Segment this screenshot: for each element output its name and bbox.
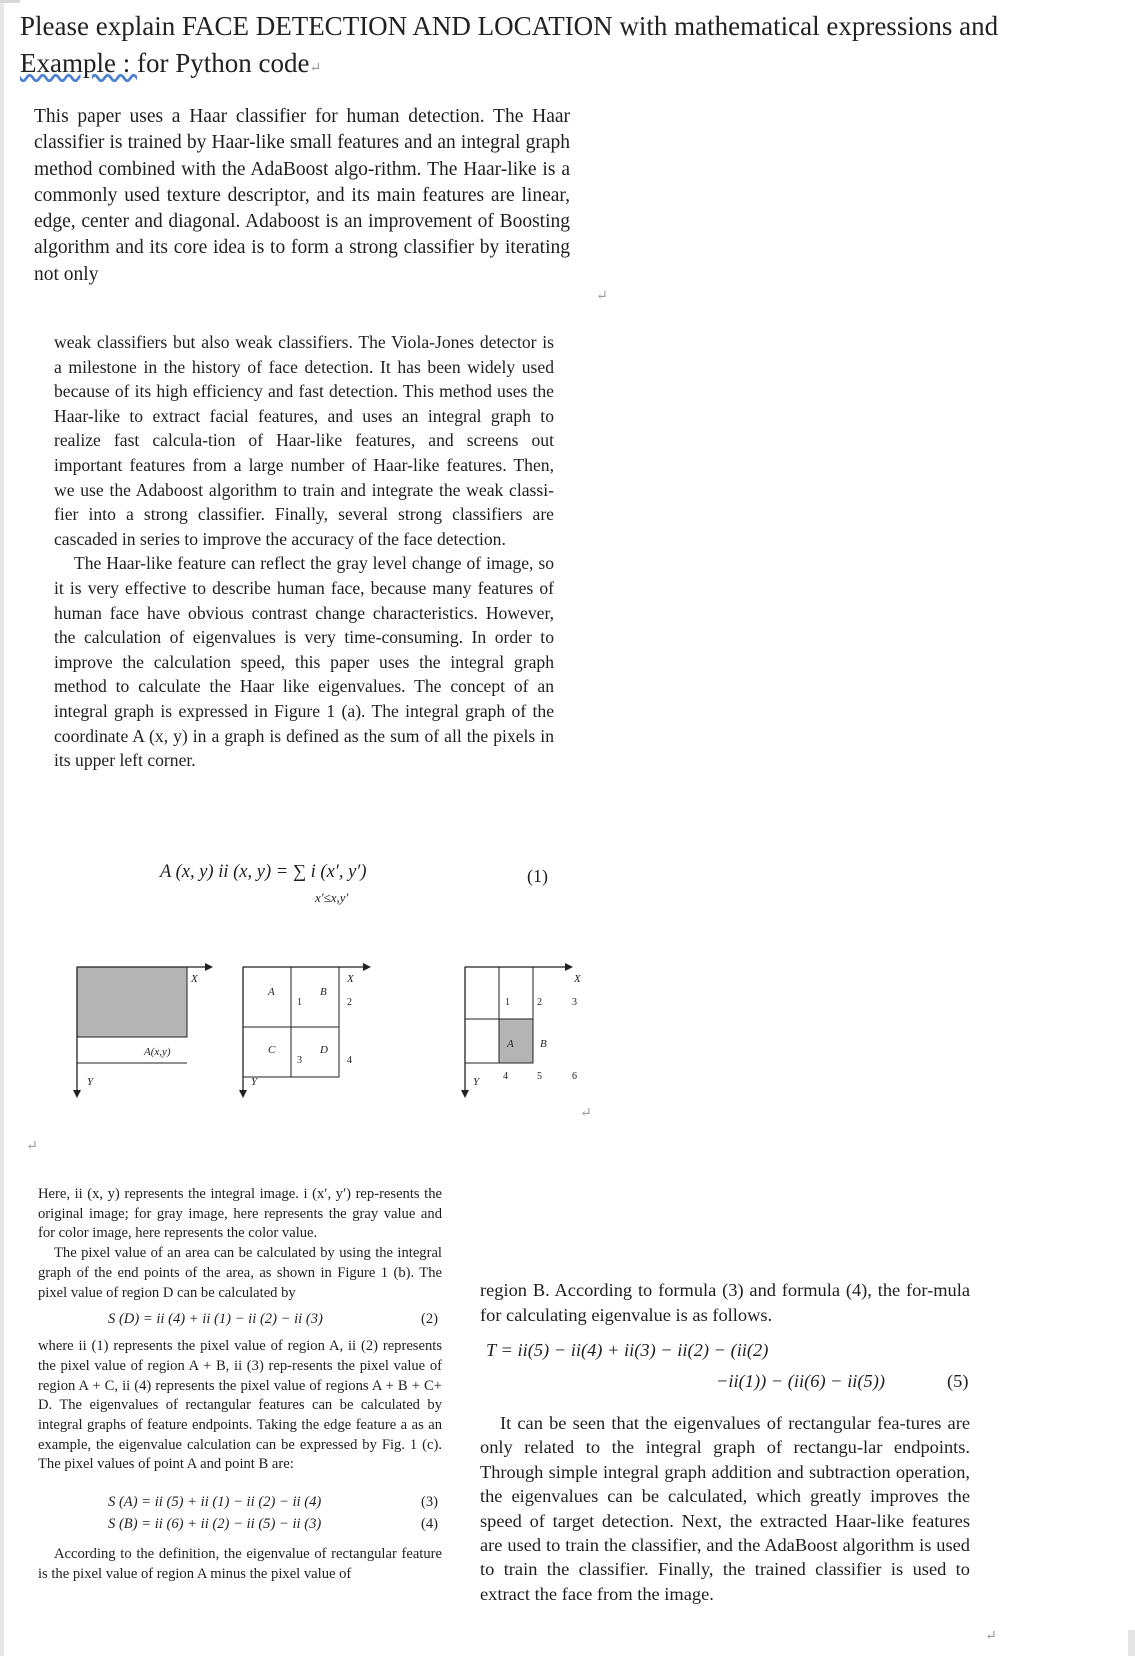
figure-1b-x-label: X <box>347 973 354 985</box>
figure-1c-cell-b: B <box>540 1038 547 1050</box>
figure-1a-point-label: A(x,y) <box>144 1046 171 1058</box>
body-column-right <box>480 1278 970 1327</box>
paragraph-conclusion <box>480 1411 970 1606</box>
title-line-1: Please explain FACE DETECTION AND LOCATION with mathematical expressions and <box>20 11 999 41</box>
figure-1b-num-1: 1 <box>297 997 302 1008</box>
figure-1b-num-2: 2 <box>347 997 352 1008</box>
return-mark-icon: ↵ <box>309 61 322 76</box>
figure-1c-num-6: 6 <box>572 1071 577 1082</box>
return-mark-icon: ↵ <box>596 289 608 304</box>
equation-2-number: (2) <box>421 1311 439 1328</box>
body-column-1 <box>54 330 554 773</box>
figure-1b-cell-a: A <box>268 986 275 998</box>
paragraph-region-b: region B. According to formula (3) and formula (4), the for-mula for calculating eigenvalue is as follows. <box>480 1280 970 1325</box>
figure-1c-cell-a: A <box>507 1038 514 1050</box>
return-mark-icon: ↵ <box>985 1629 997 1644</box>
title-python-label: for Python code <box>136 48 310 78</box>
figure-1b-num-4: 4 <box>347 1055 352 1066</box>
equation-3-number: (3) <box>421 1494 439 1511</box>
paragraph-pixel-value: The pixel value of an area can be calculated by using the integral graph of the end points of the area, as shown in Figure 1 (b). The pixel value of region D can be calculated by <box>38 1245 442 1301</box>
title-example-label: Example : <box>20 48 137 78</box>
figure-1c-num-3: 3 <box>572 997 577 1008</box>
figure-1b <box>239 963 371 1098</box>
figure-1c <box>461 963 582 1098</box>
figure-1c-num-5: 5 <box>537 1071 542 1082</box>
body-column-left <box>38 1185 442 1585</box>
paragraph-eigenvalues: It can be seen that the eigenvalues of rectangular fea-tures are only related to the integral graph of rectangu-lar endpoints. Through simple integral graph addition and subtraction operation, the eigenvalues can be calculated, which greatly improves the speed of target detection. Next, the extracted Haar-like features are used to train the classifier, and the AdaBoost algorithm is used to train the classifier. Finally, the trained classifier is used to extract the face from the image. <box>480 1413 970 1604</box>
equation-5-line-1: T = ii(5) − ii(4) + ii(3) − ii(2) − (ii(2) <box>486 1340 769 1360</box>
figure-1b-cell-c: C <box>268 1044 276 1056</box>
figure-1b-y-label: Y <box>251 1076 258 1088</box>
paragraph-definition: According to the definition, the eigenvalue of rectangular feature is the pixel value of region A minus the pixel value of <box>38 1546 442 1582</box>
figure-1c-num-1: 1 <box>505 997 510 1008</box>
equation-4: S (B) = ii (6) + ii (2) − ii (5) − ii (3) <box>108 1516 322 1533</box>
figure-1b-cell-d: D <box>320 1044 328 1056</box>
title-line-2 <box>20 45 1120 87</box>
figure-1c-num-2: 2 <box>537 997 542 1008</box>
figure-1-integral-graph <box>60 955 581 1105</box>
figure-1a-x-label: X <box>191 973 198 985</box>
paragraph-integral-image: Here, ii (x, y) represents the integral image. i (x′, y′) rep-resents the original image; for gray image, here represents the gray value and for color image, here represents the color value. <box>38 1186 442 1242</box>
page-edge-bottom-right <box>1128 1630 1135 1656</box>
paragraph-haar-like: The Haar-like feature can reflect the gray level change of image, so it is very effective to describe human face, because many features of human face have obvious contrast change characteristics. However, the calculation of eigenvalues is very time-consuming. In order to improve the calculation speed, this paper uses the integral graph method to calculate the Haar like eigenvalues. The concept of an integral graph is expressed in Figure 1 (a). The integral graph of the coordinate A (x, y) in a graph is defined as the sum of all the pixels in its upper left corner. <box>54 553 554 771</box>
equation-1-subscript: x′≤x,y′ <box>315 890 349 905</box>
equation-3: S (A) = ii (5) + ii (1) − ii (2) − ii (4) <box>108 1494 322 1511</box>
equation-1 <box>160 862 367 905</box>
return-mark-icon: ↵ <box>26 1139 38 1154</box>
page-edge-left <box>0 0 4 1656</box>
equation-5-line-2: −ii(1)) − (ii(6) − ii(5)) <box>716 1371 885 1391</box>
intro-paragraph: This paper uses a Haar classifier for human detection. The Haar classifier is trained by Haar-like small features and an integral graph method combined with the AdaBoost algo-rithm. The Haar-like is a commonly used texture descriptor, and its main features are linear, edge, center and diagonal. Adaboost is an improvement of Boosting algorithm and its core idea is to form a strong classifier by iterating not only <box>34 106 570 285</box>
equation-2-row <box>38 1303 442 1337</box>
equation-1-expression: A (x, y) ii (x, y) = ∑ i (x′, y′) <box>160 862 367 882</box>
equation-1-number: (1) <box>527 866 548 886</box>
figure-1c-num-4: 4 <box>503 1071 508 1082</box>
document-title[interactable] <box>20 8 1120 87</box>
equations-3-4 <box>38 1475 442 1537</box>
return-mark-icon: ↵ <box>580 1106 592 1121</box>
figure-1a-y-label: Y <box>87 1076 94 1088</box>
figure-1c-y-label: Y <box>473 1076 480 1088</box>
paragraph-viola-jones: weak classifiers but also weak classifiers. The Viola-Jones detector is a milestone in the history of face detection. It has been widely used because of its high efficiency and fast detection. This method uses the Haar-like to extract facial features, and uses an integral graph to realize fast calcula-tion of Haar-like features, and screens out important features from a large number of Haar-like features. Then, we use the Adaboost algorithm to train and integrate the weak classi-fier into a strong classifier. Finally, several strong classifiers are cascaded in series to improve the accuracy of the face detection. <box>54 332 554 549</box>
equation-4-number: (4) <box>421 1516 439 1533</box>
figure-1b-cell-b: B <box>320 986 327 998</box>
paragraph-where: where ii (1) represents the pixel value of region A, ii (2) represents the pixel value of region A + B, ii (3) rep-resents the pixel value of region A + C, ii (4) represents the pixel value of regions A + B + C+ D. The eigenvalues of rectangular features can be calculated by integral graphs of feature endpoints. Taking the edge feature a as an example, the eigenvalue calculation can be expressed by Fig. 1 (c). The pixel values of point A and point B are: <box>38 1338 442 1473</box>
page-edge-top <box>0 0 20 3</box>
equation-2: S (D) = ii (4) + ii (1) − ii (2) − ii (3) <box>108 1311 323 1328</box>
equation-5-number: (5) <box>947 1371 969 1391</box>
figure-1a <box>73 963 213 1098</box>
figure-1b-num-3: 3 <box>297 1055 302 1066</box>
figure-1c-x-label: X <box>574 973 581 985</box>
